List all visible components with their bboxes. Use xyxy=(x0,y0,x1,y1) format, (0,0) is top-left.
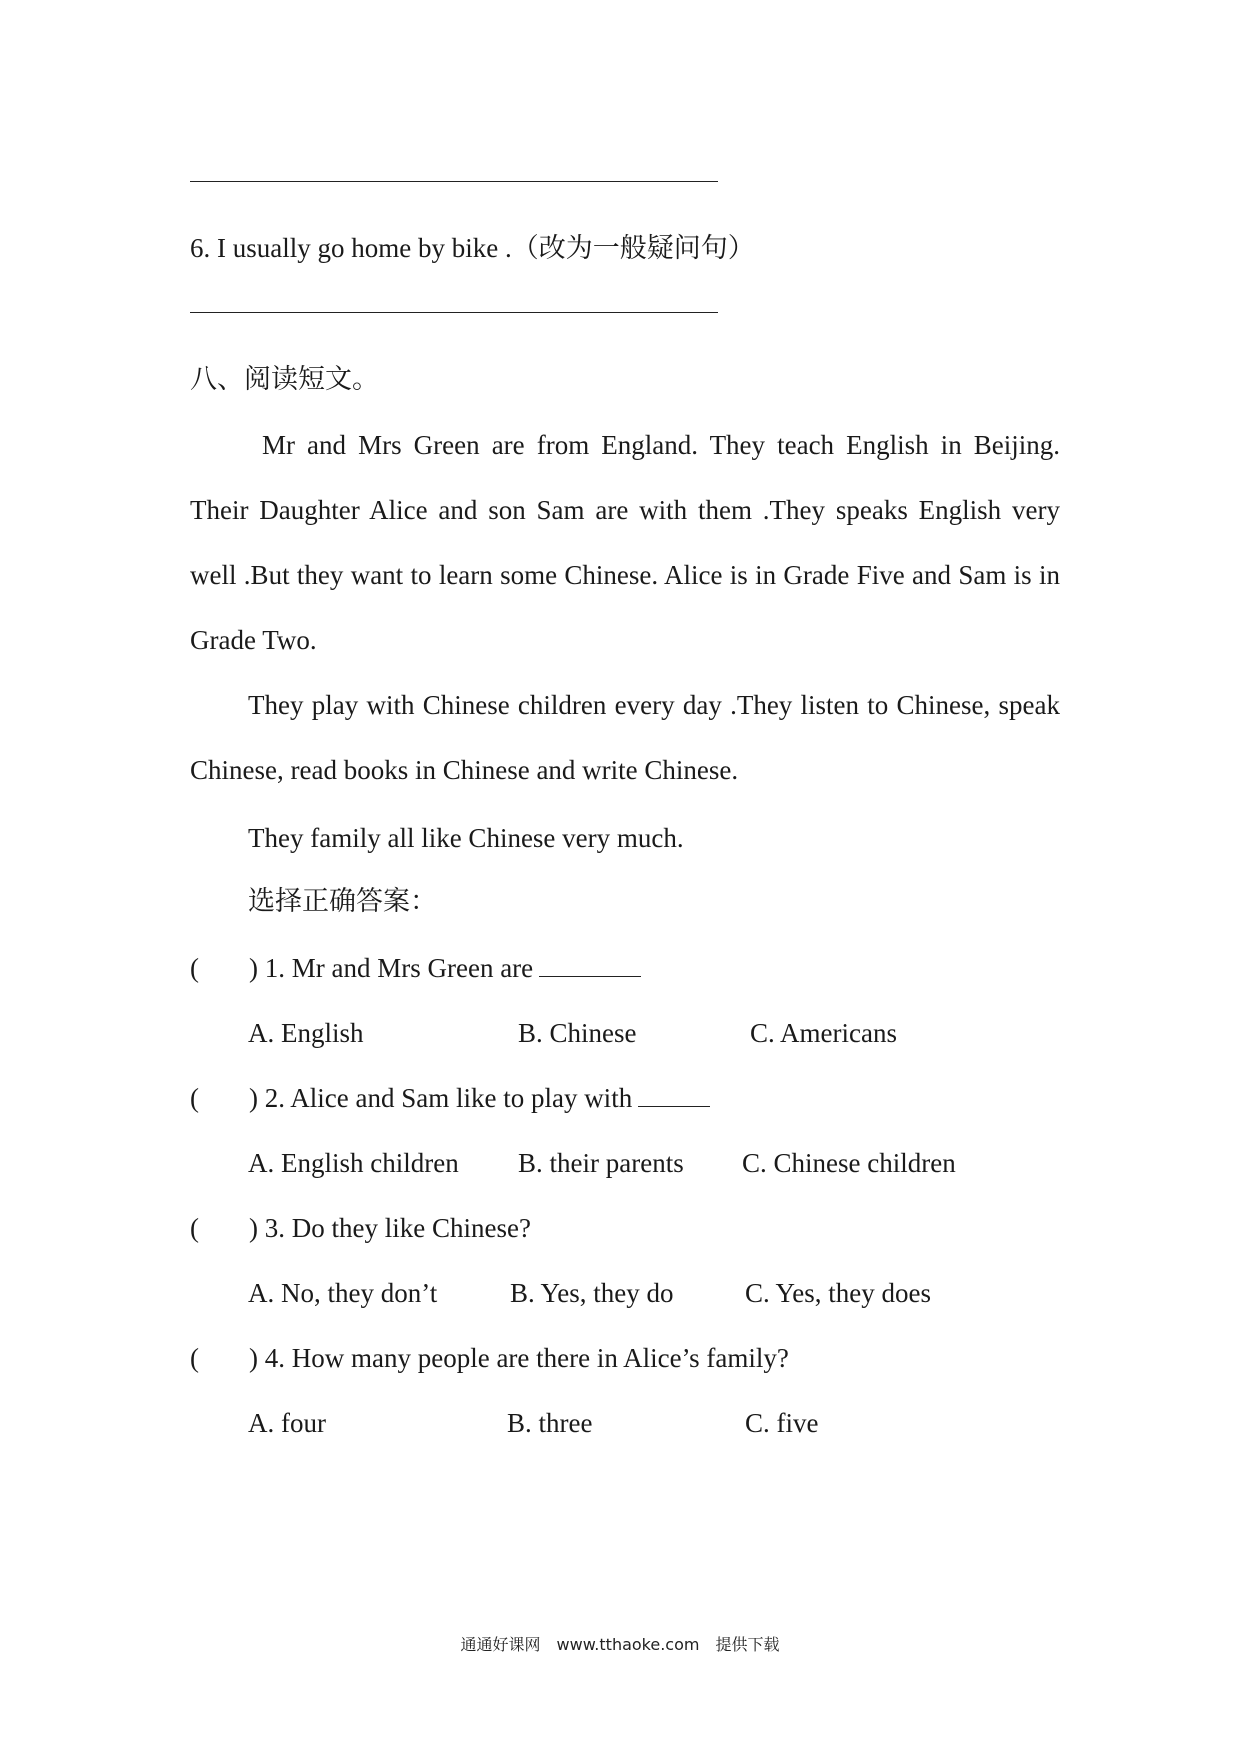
q4-option-a: A. four xyxy=(248,1408,326,1438)
instruction: 选择正确答案： xyxy=(248,886,437,916)
answer-line-q6 xyxy=(190,312,718,313)
fill-blank[interactable] xyxy=(539,954,641,977)
question-3-text: 3. Do they like Chinese? xyxy=(264,1213,531,1243)
question-3 xyxy=(190,1211,531,1245)
passage-p2-text: They play with Chinese children every day .They listen to Chinese, speak Chinese, read books in Chinese and write Chinese. xyxy=(190,690,1060,785)
q3-option-b: B. Yes, they do xyxy=(510,1278,674,1308)
q4-option-b: B. three xyxy=(507,1408,593,1438)
answer-paren-close: ) xyxy=(249,1343,258,1373)
q1-option-a: A. English xyxy=(248,1018,364,1048)
question-4 xyxy=(190,1341,789,1375)
q2-option-b: B. their parents xyxy=(518,1148,684,1178)
answer-paren-close: ) xyxy=(249,1213,258,1243)
page-footer: 通通好课网 www.tthaoke.com 提供下载 xyxy=(460,1635,780,1654)
q1-option-c: C. Americans xyxy=(750,1018,897,1048)
q1-option-b: B. Chinese xyxy=(518,1018,637,1048)
answer-paren-close: ) xyxy=(249,953,258,983)
q2-option-c: C. Chinese children xyxy=(742,1148,956,1178)
passage-paragraph-3: They family all like Chinese very much. xyxy=(248,823,684,853)
answer-paren-open: ( xyxy=(190,1083,199,1113)
question-1-text: 1. Mr and Mrs Green are xyxy=(264,953,534,983)
q3-option-c: C. Yes, they does xyxy=(745,1278,932,1308)
passage-paragraph-1 xyxy=(190,413,1060,673)
answer-paren-close: ) xyxy=(249,1083,258,1113)
passage-paragraph-2 xyxy=(190,673,1060,803)
answer-paren-open: ( xyxy=(190,953,199,983)
question-2-text: 2. Alice and Sam like to play with xyxy=(264,1083,633,1113)
question-6: 6. I usually go home by bike .（改为一般疑问句） xyxy=(190,233,755,263)
answer-paren-open: ( xyxy=(190,1213,199,1243)
q2-option-a: A. English children xyxy=(248,1148,459,1178)
answer-line-q5 xyxy=(190,181,718,182)
fill-blank[interactable] xyxy=(638,1084,710,1107)
section-heading: 八、阅读短文。 xyxy=(190,364,379,394)
passage-p1-text: Mr and Mrs Green are from England. They teach English in Beijing. Their Daughter Alice and son Sam are with them .They speaks English very well .But they want to learn some Chinese. Alice is in Grade Five and Sam is in Grade Two. xyxy=(190,430,1060,655)
question-2 xyxy=(190,1081,710,1115)
q3-option-a: A. No, they don’t xyxy=(248,1278,438,1308)
answer-paren-open: ( xyxy=(190,1343,199,1373)
question-1 xyxy=(190,951,641,985)
question-4-text: 4. How many people are there in Alice’s family? xyxy=(264,1343,789,1373)
q4-option-c: C. five xyxy=(745,1408,819,1438)
